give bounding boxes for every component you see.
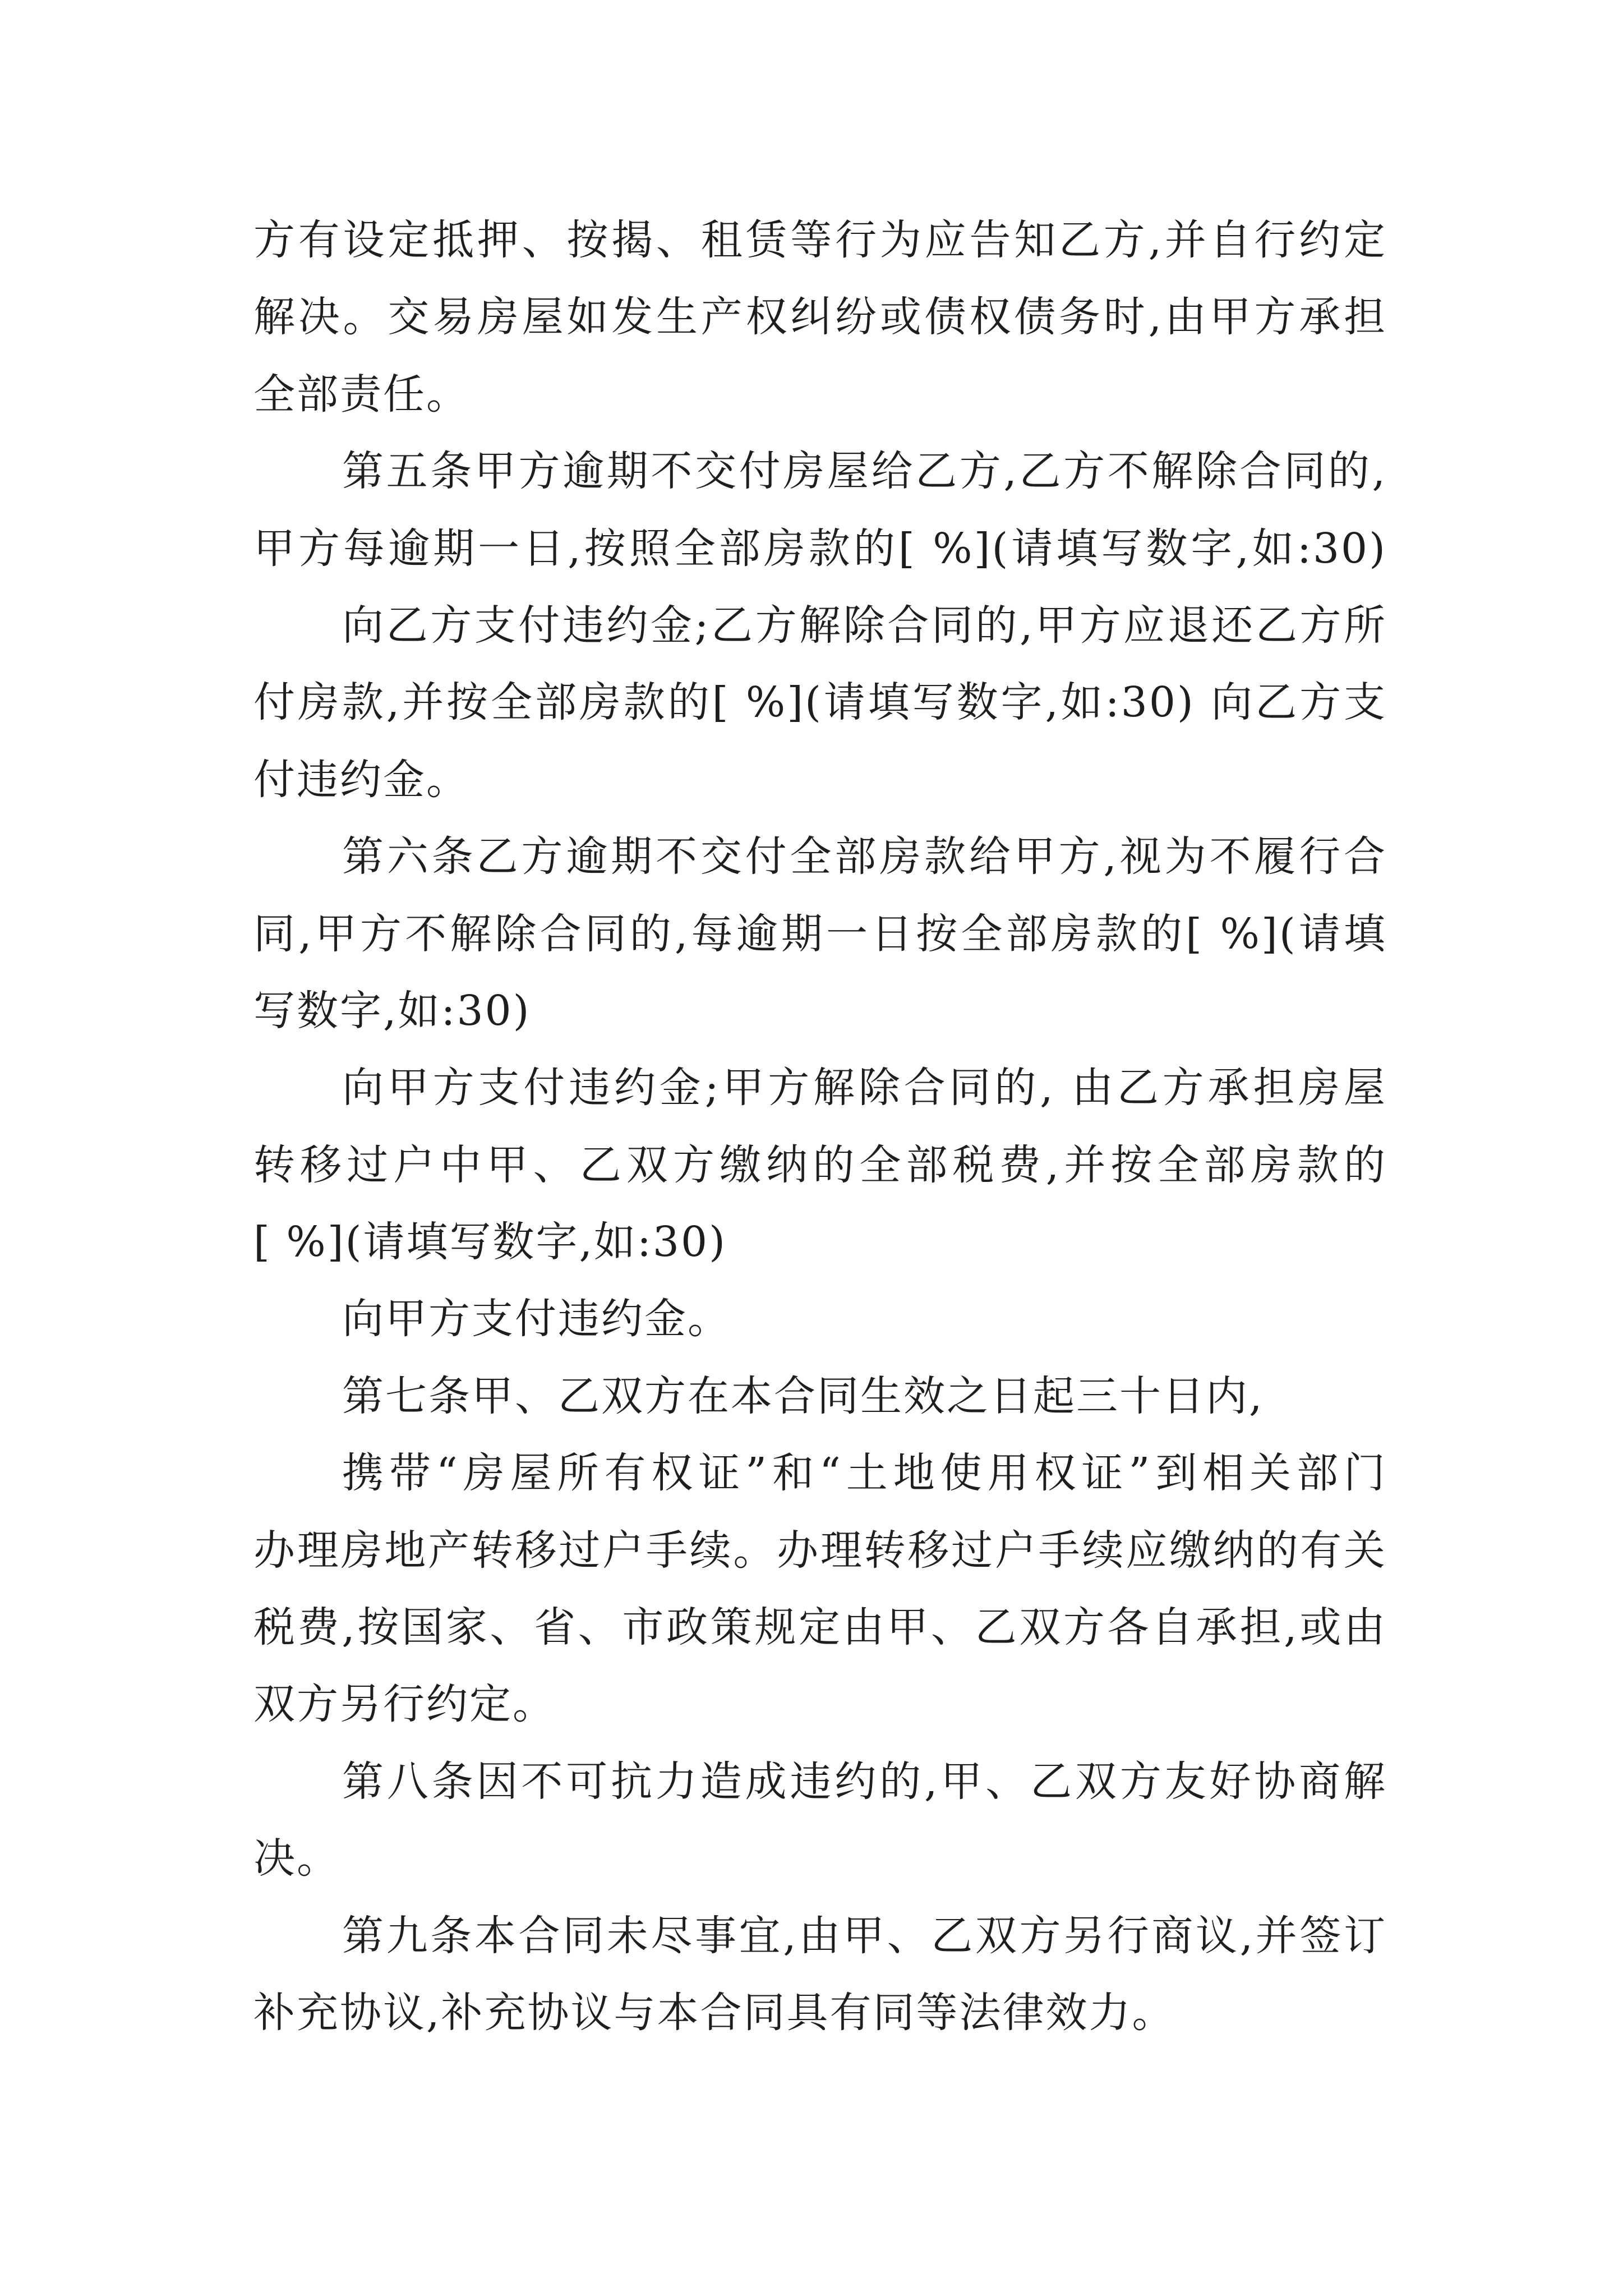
text-line: 向甲方支付违约金。	[342, 1295, 731, 1343]
paragraph-article-6-penalty	[253, 1050, 1387, 1281]
text-line: 第六条乙方逾期不交付全部房款给甲方,视为不履行合	[342, 832, 1387, 881]
text-line: 补充协议,补充协议与本合同具有同等法律效力。	[253, 1988, 1175, 2037]
text-line: 第五条甲方逾期不交付房屋给乙方,乙方不解除合同的,	[342, 447, 1387, 496]
text-line: 税费,按国家、省、市政策规定由甲、乙双方各自承担,或由	[253, 1603, 1387, 1652]
document-body	[253, 202, 1387, 2051]
text-line: 向甲方支付违约金;甲方解除合同的, 由乙方承担房屋	[342, 1064, 1387, 1112]
paragraph-article-6-payment	[253, 1281, 1387, 1358]
paragraph-article-7	[253, 1358, 1387, 1435]
text-line: 第八条因不可抗力造成违约的,甲、乙双方友好协商解	[342, 1757, 1387, 1806]
text-line: 向乙方支付违约金;乙方解除合同的,甲方应退还乙方所	[342, 601, 1387, 650]
text-line: 解决。交易房屋如发生产权纠纷或债权债务时,由甲方承担	[253, 293, 1387, 342]
text-line: 携带“房屋所有权证”和“土地使用权证”到相关部门	[342, 1449, 1387, 1498]
text-line: 决。	[253, 1834, 340, 1883]
paragraph-article-6	[253, 818, 1387, 1050]
text-line: 办理房地产转移过户手续。办理转移过户手续应缴纳的有关	[253, 1526, 1387, 1575]
text-line: 双方另行约定。	[253, 1680, 556, 1729]
text-line: 付违约金。	[253, 755, 469, 804]
paragraph-article-8	[253, 1743, 1387, 1898]
paragraph-article-9	[253, 1898, 1387, 2052]
text-line: [ %](请填写数字,如:30)	[253, 1218, 727, 1267]
paragraph-article-5	[253, 433, 1387, 587]
text-line: 写数字,如:30)	[253, 986, 531, 1035]
paragraph-continuation	[253, 202, 1387, 433]
text-line: 全部责任。	[253, 370, 469, 418]
text-line: 甲方每逾期一日,按照全部房款的[ %](请填写数字,如:30)	[253, 524, 1387, 573]
text-line: 第九条本合同未尽事宜,由甲、乙双方另行商议,并签订	[342, 1911, 1387, 1960]
text-line: 同,甲方不解除合同的,每逾期一日按全部房款的[ %](请填	[253, 909, 1387, 958]
text-line: 方有设定抵押、按揭、租赁等行为应告知乙方,并自行约定	[253, 216, 1387, 264]
text-line: 付房款,并按全部房款的[ %](请填写数字,如:30) 向乙方支	[253, 678, 1387, 727]
paragraph-article-5-penalty	[253, 587, 1387, 818]
text-line: 转移过户中甲、乙双方缴纳的全部税费,并按全部房款的	[253, 1140, 1387, 1189]
paragraph-article-7-procedure	[253, 1435, 1387, 1743]
text-line: 第七条甲、乙双方在本合同生效之日起三十日内,	[342, 1372, 1264, 1420]
